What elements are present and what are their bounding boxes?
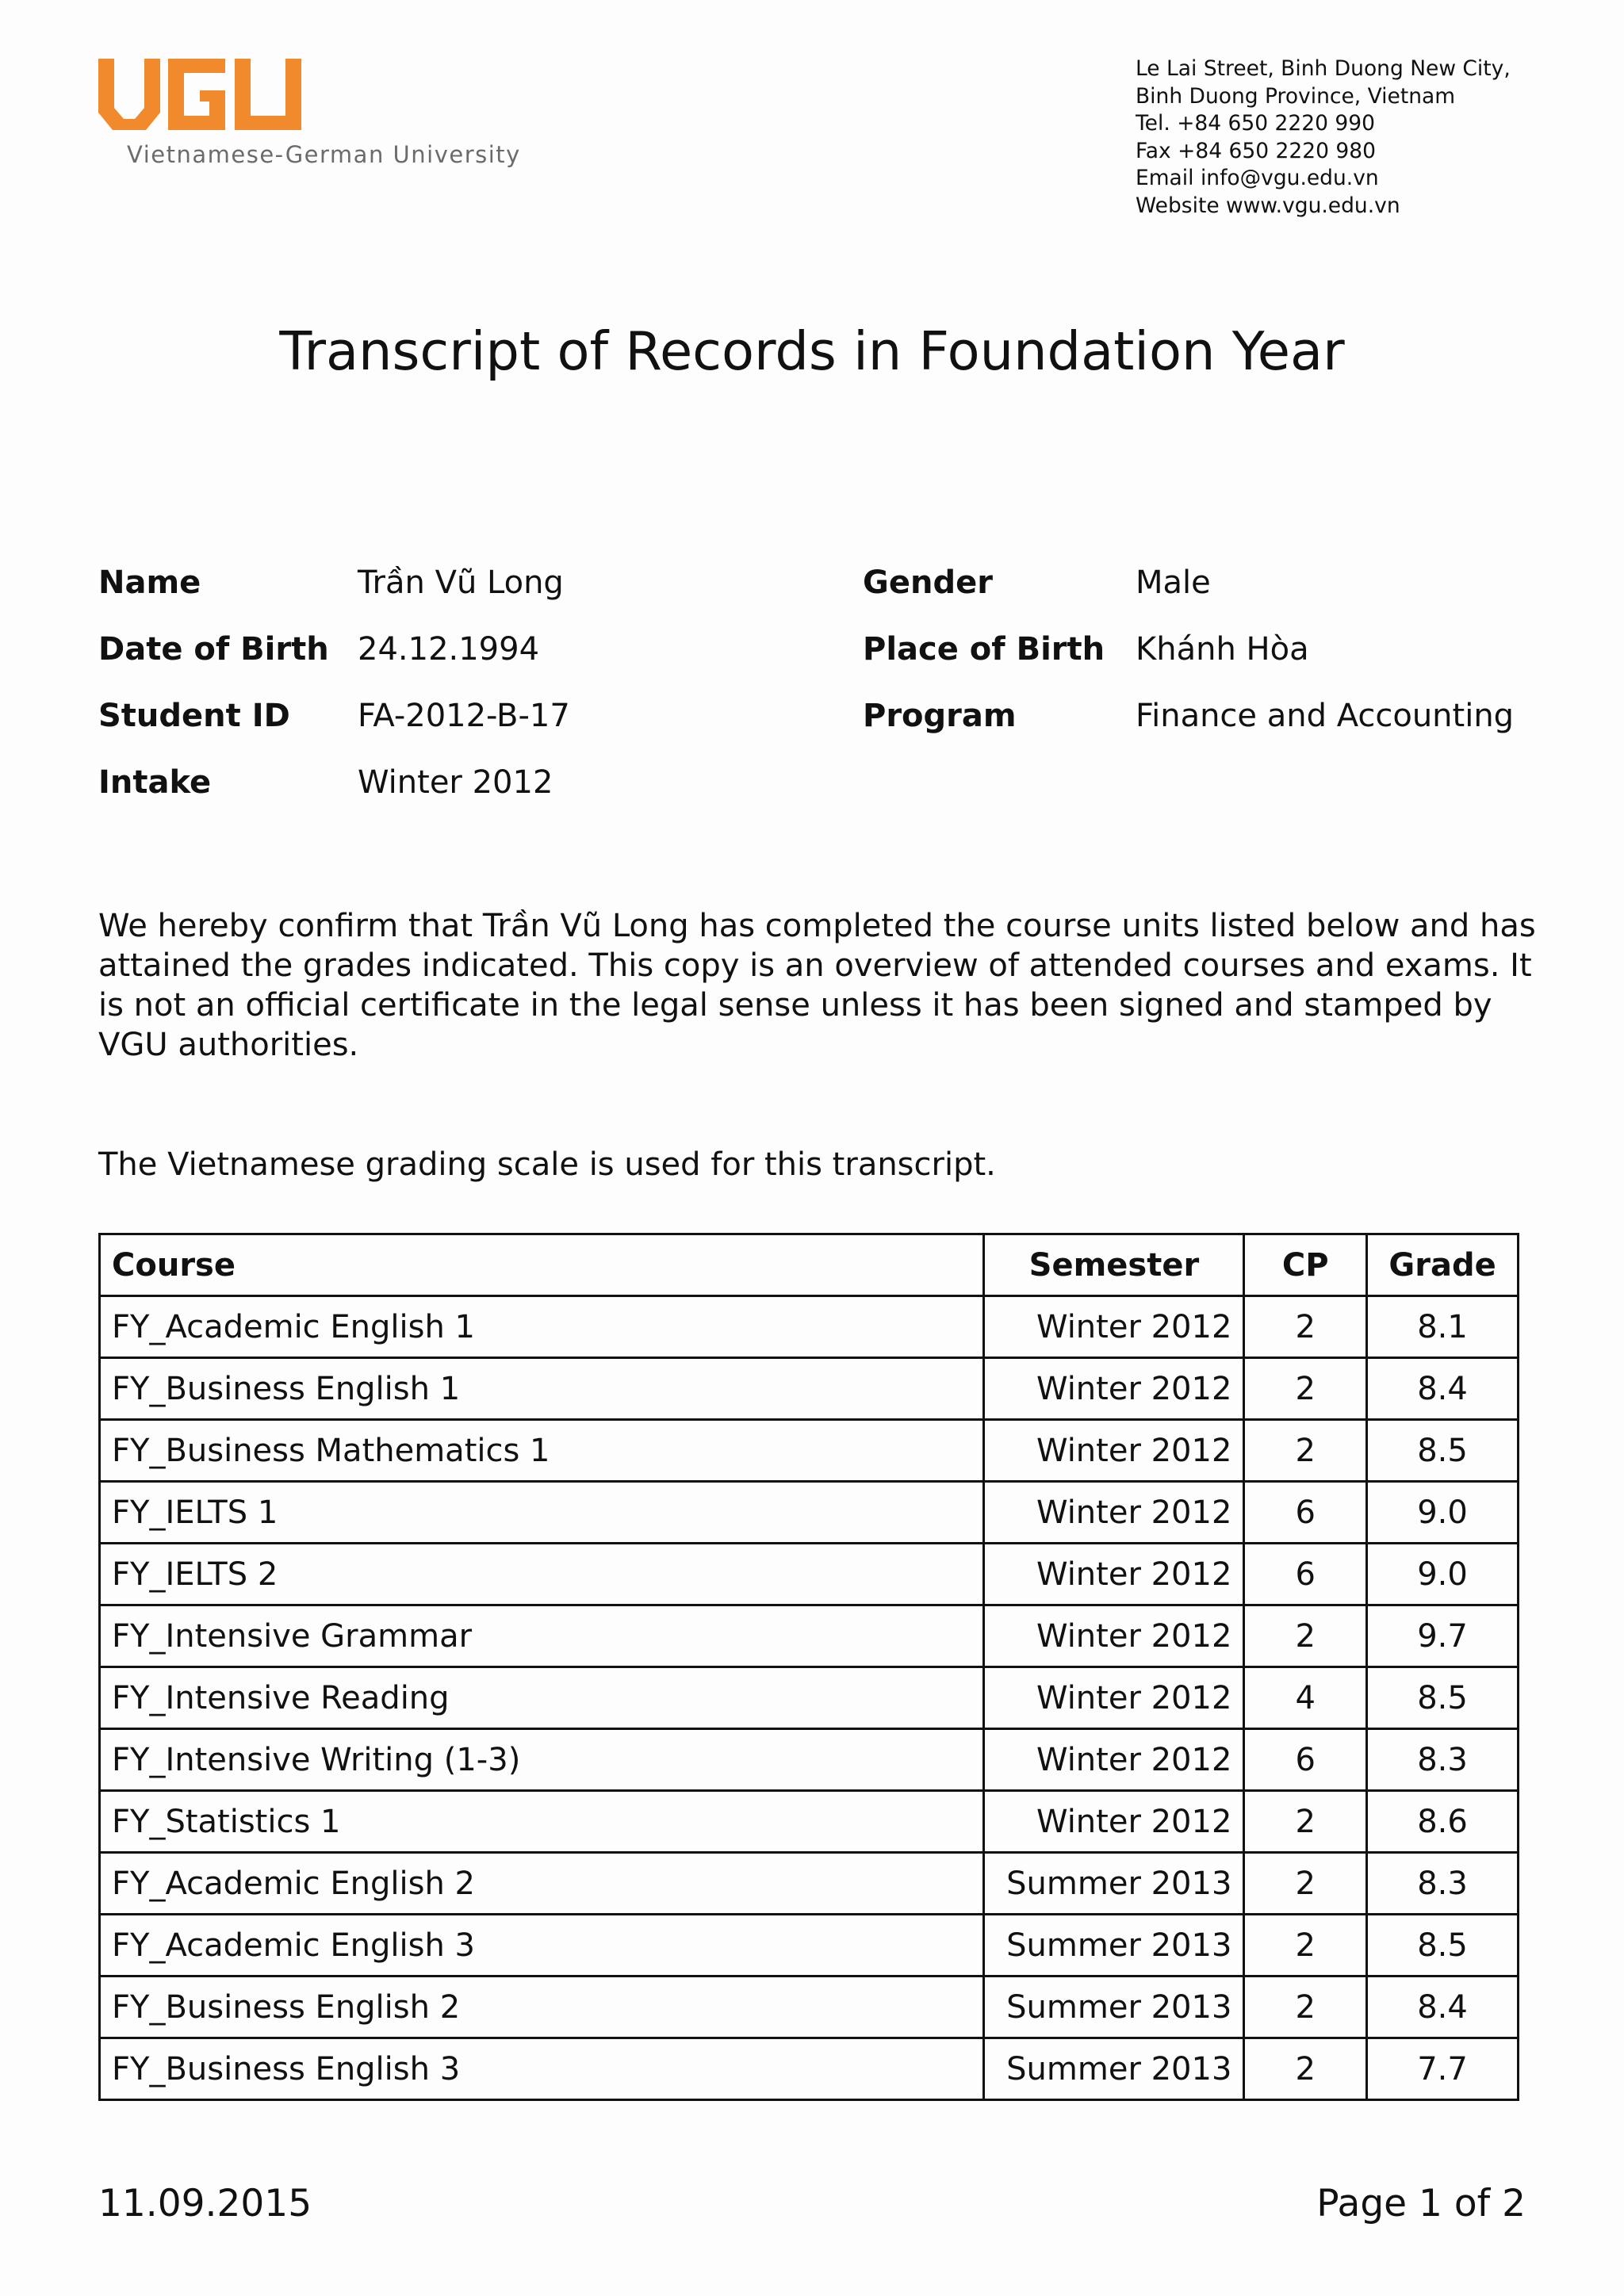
cp-cell: 2: [1244, 2038, 1367, 2100]
course-cell: FY_Business English 2: [100, 1976, 984, 2038]
grades-table: [98, 1233, 1519, 2101]
cp-cell: 6: [1244, 1544, 1367, 1605]
header-cp: CP: [1244, 1234, 1367, 1296]
fax: Fax +84 650 2220 980: [1136, 138, 1376, 163]
student-id-label: Student ID: [98, 698, 290, 734]
grade-cell: 8.6: [1367, 1791, 1519, 1853]
course-cell: FY_Academic English 2: [100, 1853, 984, 1915]
place-of-birth-value: Khánh Hòa: [1136, 631, 1309, 668]
course-cell: FY_Academic English 1: [100, 1296, 984, 1358]
page-number: Page 1 of 2: [1316, 2182, 1526, 2225]
place-of-birth-label: Place of Birth: [863, 631, 1105, 668]
grade-cell: 8.5: [1367, 1667, 1519, 1729]
table-row: [100, 1296, 1519, 1358]
dob-value: 24.12.1994: [358, 631, 540, 668]
student-id-value: FA-2012-B-17: [358, 698, 570, 734]
intake-label: Intake: [98, 764, 212, 801]
cp-cell: 6: [1244, 1729, 1367, 1791]
contact-address: [1136, 55, 1580, 220]
table-row: [100, 2038, 1519, 2100]
semester-cell: Summer 2013: [984, 1915, 1244, 1976]
table-row: [100, 1667, 1519, 1729]
gender-label: Gender: [863, 564, 993, 601]
grading-scale-note: The Vietnamese grading scale is used for this transcript.: [98, 1146, 996, 1183]
vgu-logo: [98, 59, 521, 178]
name-label: Name: [98, 564, 201, 601]
semester-cell: Summer 2013: [984, 2038, 1244, 2100]
cp-cell: 6: [1244, 1482, 1367, 1544]
semester-cell: Winter 2012: [984, 1544, 1244, 1605]
grade-cell: 9.0: [1367, 1544, 1519, 1605]
vgu-logo-icon: [98, 59, 301, 132]
address-line-1: Le Lai Street, Binh Duong New City,: [1136, 56, 1511, 81]
table-row: [100, 1915, 1519, 1976]
table-row: [100, 1791, 1519, 1853]
course-cell: FY_Business English 3: [100, 2038, 984, 2100]
cp-cell: 2: [1244, 1853, 1367, 1915]
grade-cell: 8.3: [1367, 1853, 1519, 1915]
course-cell: FY_IELTS 1: [100, 1482, 984, 1544]
cp-cell: 2: [1244, 1976, 1367, 2038]
header-grade: Grade: [1367, 1234, 1519, 1296]
issue-date: 11.09.2015: [98, 2182, 312, 2225]
intake-value: Winter 2012: [358, 764, 553, 801]
semester-cell: Winter 2012: [984, 1358, 1244, 1420]
cp-cell: 2: [1244, 1791, 1367, 1853]
grade-cell: 8.4: [1367, 1358, 1519, 1420]
semester-cell: Winter 2012: [984, 1791, 1244, 1853]
university-name: Vietnamese-German University: [127, 141, 521, 168]
cp-cell: 2: [1244, 1296, 1367, 1358]
grade-cell: 8.5: [1367, 1915, 1519, 1976]
grade-cell: 8.5: [1367, 1420, 1519, 1482]
cp-cell: 2: [1244, 1420, 1367, 1482]
table-row: [100, 1976, 1519, 2038]
name-value: Trần Vũ Long: [358, 564, 564, 601]
telephone: Tel. +84 650 2220 990: [1136, 111, 1375, 136]
course-cell: FY_Business Mathematics 1: [100, 1420, 984, 1482]
course-cell: FY_Academic English 3: [100, 1915, 984, 1976]
email: Email info@vgu.edu.vn: [1136, 166, 1379, 190]
semester-cell: Summer 2013: [984, 1853, 1244, 1915]
grade-cell: 9.0: [1367, 1482, 1519, 1544]
semester-cell: Winter 2012: [984, 1420, 1244, 1482]
gender-value: Male: [1136, 564, 1211, 601]
table-row: [100, 1605, 1519, 1667]
table-header-row: [100, 1234, 1519, 1296]
dob-label: Date of Birth: [98, 631, 329, 668]
table-row: [100, 1420, 1519, 1482]
semester-cell: Winter 2012: [984, 1296, 1244, 1358]
grade-cell: 8.4: [1367, 1976, 1519, 2038]
grade-cell: 7.7: [1367, 2038, 1519, 2100]
course-cell: FY_Intensive Writing (1-3): [100, 1729, 984, 1791]
table-row: [100, 1482, 1519, 1544]
semester-cell: Winter 2012: [984, 1667, 1244, 1729]
semester-cell: Winter 2012: [984, 1482, 1244, 1544]
semester-cell: Summer 2013: [984, 1976, 1244, 2038]
confirmation-statement: We hereby confirm that Trần Vũ Long has completed the course units listed below and has attained the grades indicated. This copy is an overview of attended courses and exams. It is not an official certificate in the legal sense unless it has been signed and stamped by VGU authorities.: [98, 908, 1536, 1063]
cp-cell: 2: [1244, 1915, 1367, 1976]
grade-cell: 8.1: [1367, 1296, 1519, 1358]
course-cell: FY_Statistics 1: [100, 1791, 984, 1853]
address-line-2: Binh Duong Province, Vietnam: [1136, 83, 1456, 109]
semester-cell: Winter 2012: [984, 1729, 1244, 1791]
course-cell: FY_IELTS 2: [100, 1544, 984, 1605]
program-label: Program: [863, 698, 1017, 734]
cp-cell: 4: [1244, 1667, 1367, 1729]
table-row: [100, 1358, 1519, 1420]
course-cell: FY_Intensive Grammar: [100, 1605, 984, 1667]
table-row: [100, 1544, 1519, 1605]
table-row: [100, 1853, 1519, 1915]
document-title: Transcript of Records in Foundation Year: [279, 320, 1345, 382]
grade-cell: 8.3: [1367, 1729, 1519, 1791]
cp-cell: 2: [1244, 1605, 1367, 1667]
header-course: Course: [100, 1234, 984, 1296]
website: Website www.vgu.edu.vn: [1136, 193, 1400, 218]
table-row: [100, 1729, 1519, 1791]
program-value: Finance and Accounting: [1136, 698, 1515, 734]
cp-cell: 2: [1244, 1358, 1367, 1420]
grade-cell: 9.7: [1367, 1605, 1519, 1667]
course-cell: FY_Intensive Reading: [100, 1667, 984, 1729]
course-cell: FY_Business English 1: [100, 1358, 984, 1420]
header-semester: Semester: [984, 1234, 1244, 1296]
semester-cell: Winter 2012: [984, 1605, 1244, 1667]
